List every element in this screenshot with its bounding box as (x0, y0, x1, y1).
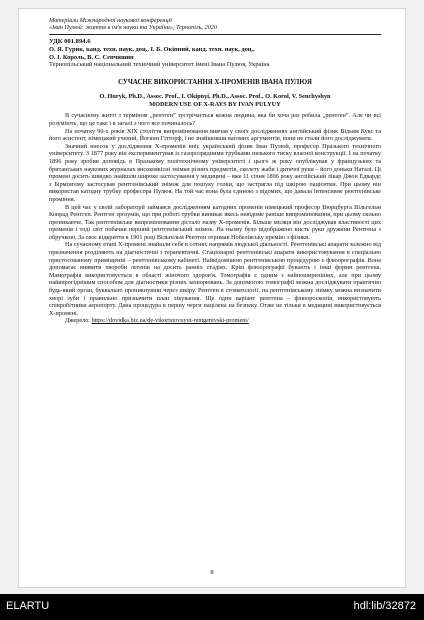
paragraph-4: В цей час у своїй лабораторії займався дослідженням катодних променів німецький професор Вюрцбурга Вільгельм Конрад Рентген. Рентген зрозумів, що при роботі трубки виникає якесь невідоме раніше випромінювання, при цьому сильно проникаюче. Так рентгенівське випромінювання дістало назву Х-променів. Більше місяця він досліджував властивості цих променів і тоді світ побачив перший рентгенівський знімок. На ньому було відображено кисть руки дружини Рентгена з обручкою. За своє відкриття в 1901 році Вільгельм Рентген отримав Нобелівську премію з фізики. (49, 203, 381, 241)
handle-id: hdl:lib/32872 (353, 600, 416, 612)
source-line (49, 317, 381, 325)
page-number: 8 (210, 569, 214, 576)
paragraph-1: В сучасному житті з терміном „рентген” зустрічається кожна людина, яка би хоча раз робила „рентген”. Але чи всі розуміють, що це таке і в загалі з чого все починалось? (49, 112, 381, 127)
english-title: MODERN USE OF X-RAYS BY IVAN PULYUY (149, 100, 281, 108)
page-content (49, 17, 381, 325)
authors-line-1: О. Я. Гурик, канд. техн. наук, доц., І. Б. Окіпний, канд. техн. наук, доц., (49, 45, 255, 53)
affiliation: Тернопільський національний технічний університет імені Івана Пулюя, Україна (49, 61, 270, 69)
document-page (18, 8, 406, 588)
authors-line-2: О. І. Король, В. С. Сенчишин (49, 53, 134, 61)
article-title: СУЧАСНЕ ВИКОРИСТАННЯ Х-ПРОМЕНІВ ІВАНА ПУЛЮЯ (118, 79, 312, 87)
conference-line-1: Матеріали Міжнародної наукової конференції (49, 17, 173, 24)
paragraph-5: На сучасному етапі Х-промені знайшли себе в сотнях напрямів людської діяльності. Рентгенівські апарати залежно від призначення розділяють на діагностичні і терапевтичні. Стаціонарні рентгенівські апарати використовування в спеціально пристосованому приміщенні – рентгенівському кабінеті. Найвідомішою рентгенівською процедурою є флюорографія. Вона допомагає виявити хвороби легенів на досить ранніх стадіях. Крім флюорографії бувають і інші форми рентгена. Мамографія використовується в області жіночого здоров'я. Томографія є одним з найпоширеніших, але при цьому найвирогіднішим способом для діагностики різних захворювань. За допомогою томографії можна досліджувати практично будь-який орган, буквально проникнувши через шкіру. Рентген в стоматології, на рентгенівському знімку можна визначити хворі зуби і правильно призначити план лікування. Ще один варіант рентгена – флюороскопія, використовують співробітники аеропорту. Дана процедура в першу черги націлена на безпеку. Отже не тільки в медицині використовується Х-промені. (49, 241, 381, 317)
repository-footer (0, 594, 424, 620)
source-label: Джерело: (65, 317, 91, 325)
header-rule (49, 34, 381, 35)
udc-code: УДК 001.894.6 (49, 37, 91, 45)
paragraph-2: На початку 90-х років ХІХ століття випромінювання вивчав у своїх дослідженнях англійський фізик Вільям Кукс та його асистент, німецький учений, Йоганн Гітторф, і не знайшовши вагомих аргументів, вони не стали його досліджувати. (49, 127, 381, 143)
english-authors: O. Huryk, Ph.D., Assoc. Prof., I. Okipnyi, Ph.D., Assoc. Prof., O. Korol, V. Senchyshyn (99, 93, 331, 101)
source-link[interactable]: https://dovidka.biz.ua/de-vikoristovuyut-rentgenivski-promeni/ (91, 317, 249, 325)
repository-name: ELARTU (6, 600, 50, 612)
conference-header (49, 17, 381, 32)
conference-line-2: «Іван Пулюй: життя в ім'я науки та України», Тернопіль, 2020 (49, 24, 217, 32)
paragraph-3: Значний внесок у дослідження Х-променів вніс український фізик Іван Пулюй, професор Празького технічного університету. З 1877 року він експериментував із газорозрядними трубками низького тиску власної конструкції. І на початку 1896 року зробив доповідь в Празькому політехнічному університеті і цього ж року опублікував у французьких та британських наукових журналах високоякісні знімки різних предметів, скелету жаби і дитячої руки – його доньки Наталі. Ці промені досить швидко знайшли широке застосування у медицині – вже 11 січня 1896 року англійський лікар Джон Едвардс з Бірмінгему застосував рентгенівський знімок для пошуку голки, що застрягла під шкірою пацієнтки. При цьому він використав катодну трубку професора Пулюя. На той час вона була єдиною з відомих, що давала інтенсивне рентгенівське проміння. (49, 142, 381, 203)
